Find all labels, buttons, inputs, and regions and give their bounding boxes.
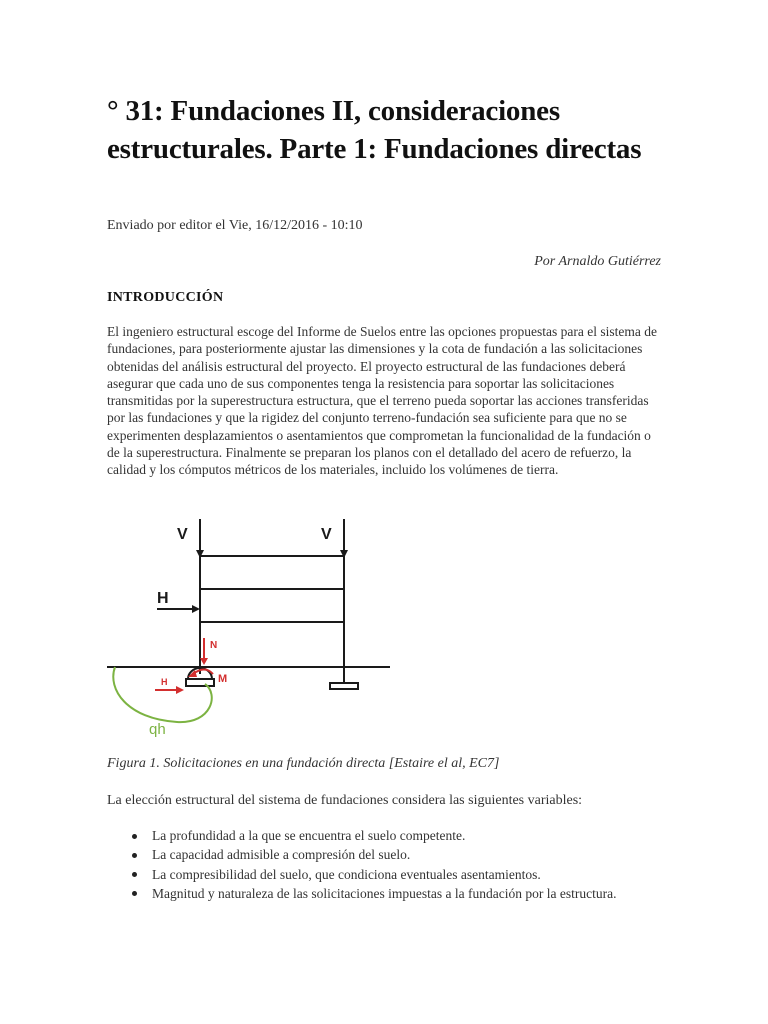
list-item [107, 846, 627, 864]
h-base-label: H [161, 677, 168, 687]
article-author: Por Arnaldo Gutiérrez [534, 254, 661, 269]
figure-caption: Figura 1. Solicitaciones en una fundación directa [Estaire el al, EC7] [107, 756, 500, 771]
bullet-icon [132, 891, 137, 896]
soil-bulb [113, 667, 211, 722]
v-left-label: V [177, 526, 188, 543]
h-base-arrowhead [176, 686, 184, 694]
bullet-icon [132, 853, 137, 858]
m-label: M [218, 673, 228, 685]
article-title: ° 31: Fundaciones II, consideraciones estructurales. Parte 1: Fundaciones directas [107, 95, 642, 165]
list-item-text: La capacidad admisible a compresión del suelo. [152, 847, 411, 863]
variables-list [107, 827, 627, 904]
list-item-text: La compresibilidad del suelo, que condiciona eventuales asentamientos. [152, 866, 541, 882]
list-item-text: La profundidad a la que se encuentra el suelo competente. [152, 828, 466, 843]
lead-sentence: La elección estructural del sistema de fundaciones considera las siguientes variables: [107, 793, 583, 808]
list-item [107, 866, 627, 884]
bullet-icon [132, 834, 137, 839]
h-arrowhead [192, 605, 200, 613]
v-right-label: V [321, 526, 332, 543]
h-top-label: H [157, 590, 169, 607]
bullet-icon [132, 872, 137, 877]
frame-structure [107, 519, 390, 689]
n-arrowhead [200, 658, 208, 665]
n-label: N [210, 640, 218, 651]
list-item [107, 827, 627, 845]
article-byline: Enviado por editor el Vie, 16/12/2016 - 10:10 [107, 218, 363, 233]
footing-left [186, 679, 214, 686]
footing-right [330, 683, 358, 689]
list-item [107, 885, 627, 903]
section-heading: INTRODUCCIÓN [107, 290, 224, 305]
qh-label: qh [149, 721, 166, 738]
foundation-loads-figure [107, 514, 407, 746]
intro-paragraph: El ingeniero estructural escoge del Informe de Suelos entre las opciones propuestas para el sistema de fundaciones, para posteriormente ajustar las dimensiones y la cota de fundación a las solicitaciones obtenidas del análisis estructural del proyecto. El proyecto estructural de las fundaciones deberá asegurar que cada uno de sus componentes tenga la resistencia para soportar las solicitaciones transmitidas por la superestructura estructura, que el terreno pueda soportar las acciones transferidas por las fundaciones y que la rigidez del conjunto terreno-fundación sea suficiente para que no se experimenten desplazamientos o asentamientos que comprometan la funcionalidad de la fundación o de la superestructura. Finalmente se preparan los planos con el detallado del acero de refuerzo, la calidad y los cómputos métricos de los materiales, incluido los volúmenes de tierra. [107, 324, 657, 478]
list-item-text: Magnitud y naturaleza de las solicitaciones impuestas a la fundación por la estructura. [152, 885, 617, 901]
